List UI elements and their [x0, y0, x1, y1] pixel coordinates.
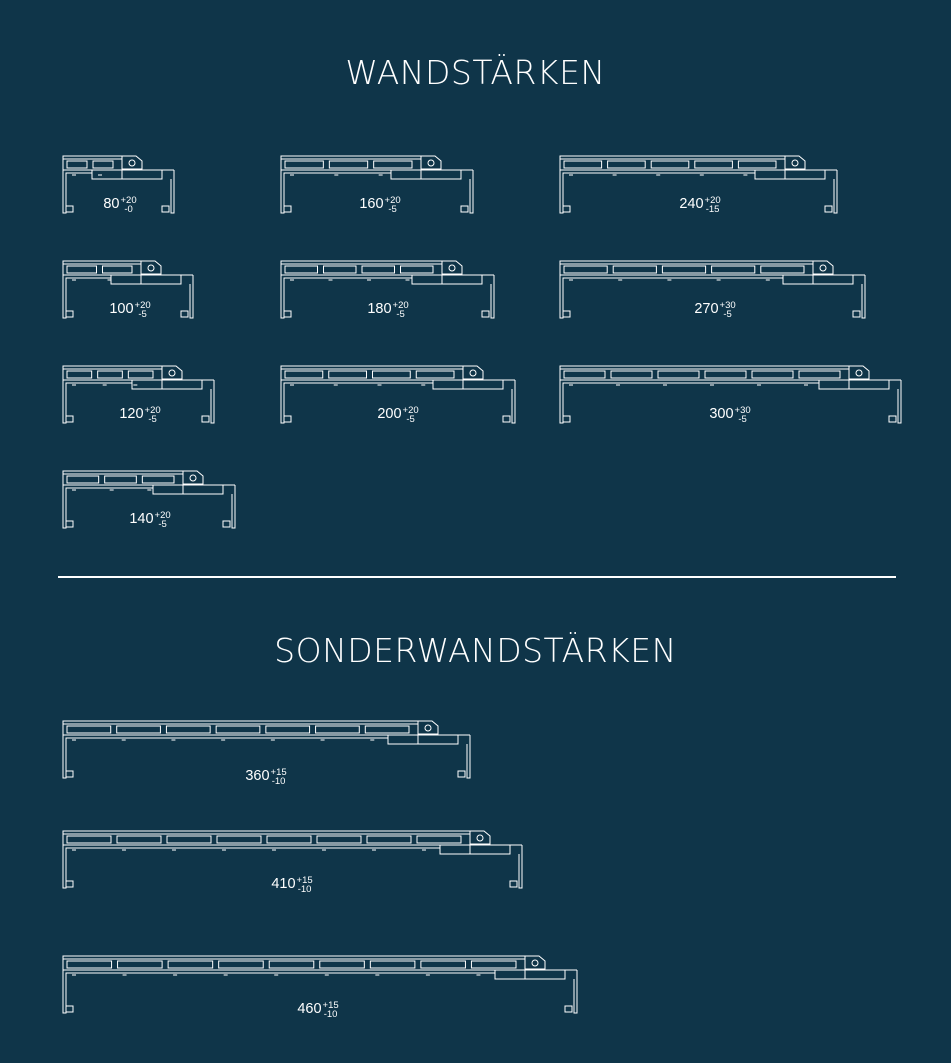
- tolerance-plus: +30: [734, 405, 751, 416]
- tolerance-minus: -10: [297, 884, 312, 895]
- tolerance-plus: +15: [296, 875, 313, 886]
- tolerance: [155, 511, 171, 529]
- tolerance-plus: +15: [322, 1000, 339, 1011]
- tolerance-minus: -15: [705, 204, 720, 215]
- wall-thickness-value: 140: [129, 510, 154, 527]
- tolerance-minus: -5: [388, 204, 397, 215]
- tolerance: [735, 406, 751, 424]
- tolerance-plus: +20: [134, 300, 151, 311]
- tolerance-plus: +20: [144, 405, 161, 416]
- tolerance: [271, 768, 287, 786]
- tolerance-minus: -5: [148, 414, 157, 425]
- tolerance: [145, 406, 161, 424]
- tolerance-minus: -10: [271, 776, 286, 787]
- wall-thickness-value: 120: [119, 405, 144, 422]
- tolerance-plus: +15: [270, 767, 287, 778]
- wall-thickness-value: 80: [103, 195, 120, 212]
- wall-thickness-value: 100: [109, 300, 134, 317]
- tolerance: [705, 196, 721, 214]
- wall-thickness-label: [370, 405, 426, 423]
- wall-thickness-value: 240: [679, 195, 704, 212]
- wall-thickness-value: 360: [245, 767, 270, 784]
- wall-thickness-value: 160: [359, 195, 384, 212]
- wall-thickness-label: [238, 767, 294, 785]
- wall-thickness-label: [112, 405, 168, 423]
- wall-thickness-label: [102, 300, 158, 318]
- wall-thickness-label: [352, 195, 408, 213]
- tolerance: [720, 301, 736, 319]
- tolerance-plus: +20: [704, 195, 721, 206]
- tolerance-minus: -5: [396, 309, 405, 320]
- tolerance: [135, 301, 151, 319]
- tolerance-plus: +20: [402, 405, 419, 416]
- section-title-sonderwandstaerken: SONDERWANDSTÄRKEN: [274, 631, 677, 670]
- tolerance-minus: -5: [406, 414, 415, 425]
- wall-thickness-value: 460: [297, 1000, 322, 1017]
- tolerance-plus: +20: [120, 195, 137, 206]
- tolerance-minus: -10: [323, 1009, 338, 1020]
- wall-thickness-label: [360, 300, 416, 318]
- wall-thickness-value: 300: [709, 405, 734, 422]
- wall-thickness-value: 410: [271, 875, 296, 892]
- tolerance-plus: +30: [719, 300, 736, 311]
- wall-thickness-value: 200: [377, 405, 402, 422]
- wall-thickness-label: [122, 510, 178, 528]
- wall-thickness-value: 180: [367, 300, 392, 317]
- tolerance-minus: -5: [723, 309, 732, 320]
- tolerance: [323, 1001, 339, 1019]
- tolerance-minus: -5: [738, 414, 747, 425]
- tolerance-plus: +20: [392, 300, 409, 311]
- wall-thickness-label: [290, 1000, 346, 1018]
- tolerance: [121, 196, 137, 214]
- section-title-wandstaerken: WANDSTÄRKEN: [345, 53, 606, 92]
- wall-thickness-label: [672, 195, 728, 213]
- wall-thickness-label: [702, 405, 758, 423]
- tolerance-plus: +20: [154, 510, 171, 521]
- tolerance-minus: -0: [124, 204, 133, 215]
- tolerance: [385, 196, 401, 214]
- wall-thickness-label: [264, 875, 320, 893]
- wall-thickness-label: [92, 195, 148, 213]
- tolerance: [403, 406, 419, 424]
- wall-thickness-value: 270: [694, 300, 719, 317]
- tolerance-minus: -5: [138, 309, 147, 320]
- tolerance: [297, 876, 313, 894]
- section-divider: [58, 576, 896, 578]
- tolerance-plus: +20: [384, 195, 401, 206]
- wall-thickness-label: [687, 300, 743, 318]
- tolerance: [393, 301, 409, 319]
- tolerance-minus: -5: [158, 519, 167, 530]
